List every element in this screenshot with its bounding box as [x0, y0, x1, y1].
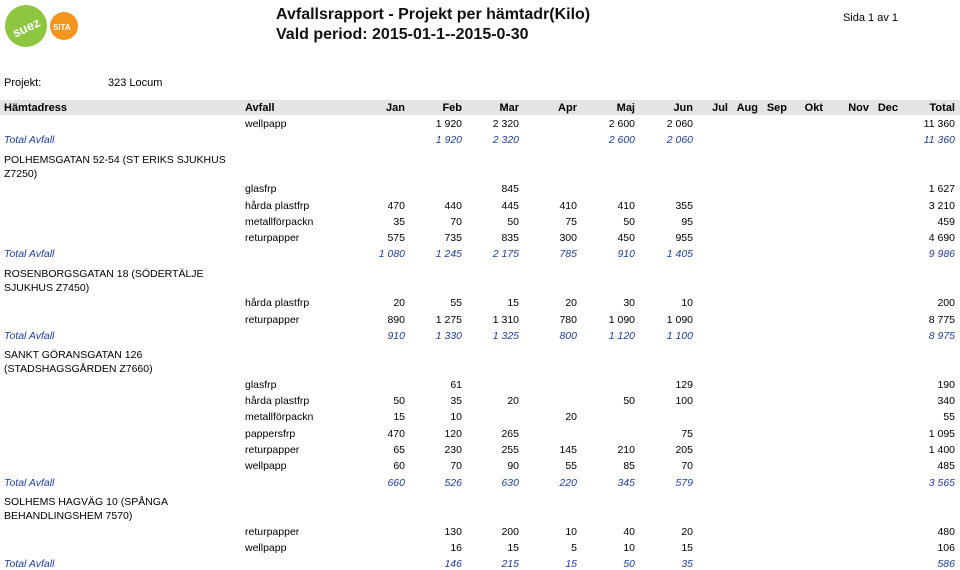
total-cell: 660	[387, 476, 405, 489]
value-cell: 75	[681, 427, 693, 440]
total-cell: 910	[617, 248, 635, 261]
total-cell: 1 245	[435, 248, 462, 261]
value-cell: 75	[565, 215, 577, 228]
value-cell: 955	[675, 232, 693, 245]
value-cell: 4 690	[928, 232, 955, 245]
total-cell: 220	[559, 476, 577, 489]
value-cell: 255	[501, 444, 519, 456]
value-cell: 1 627	[928, 183, 955, 196]
address-line: POLHEMSGATAN 52-54 (ST ERIKS SJUKHUS	[4, 153, 226, 166]
waste-type: hårda plastfrp	[245, 395, 310, 408]
address-line: (STADSHAGSGÅRDEN Z7660)	[4, 363, 153, 376]
value-cell: 470	[387, 427, 405, 440]
value-cell: 50	[507, 215, 519, 228]
value-cell: 60	[393, 460, 405, 473]
total-cell: 8 975	[928, 329, 955, 342]
value-cell: 55	[450, 297, 462, 310]
value-cell: 35	[450, 395, 462, 408]
value-cell: 470	[387, 199, 405, 212]
value-cell: 3 210	[928, 199, 955, 212]
total-cell: 800	[559, 329, 577, 342]
value-cell: 1 095	[928, 427, 955, 440]
value-cell: 15	[393, 411, 405, 424]
value-cell: 16	[450, 541, 462, 554]
total-cell: 526	[444, 476, 462, 489]
value-cell: 20	[681, 525, 693, 538]
value-cell: 100	[675, 395, 693, 408]
value-cell: 8 775	[928, 313, 955, 326]
total-cell: 1 405	[666, 248, 693, 261]
value-cell: 35	[393, 215, 405, 228]
value-cell: 355	[675, 199, 693, 212]
value-cell: 445	[501, 199, 519, 212]
total-cell: 1 120	[608, 329, 635, 342]
value-cell: 15	[507, 297, 519, 310]
value-cell: 50	[623, 215, 635, 228]
value-cell: 1 090	[666, 313, 693, 326]
value-cell: 129	[675, 378, 693, 391]
column-header-4: Mar	[499, 102, 519, 114]
value-cell: 210	[617, 444, 635, 456]
value-cell: 835	[501, 232, 519, 245]
value-cell: 410	[617, 199, 635, 212]
value-cell: 10	[623, 541, 635, 554]
value-cell: 20	[507, 395, 519, 408]
value-cell: 15	[507, 541, 519, 554]
total-cell: 1 100	[666, 329, 693, 342]
total-cell: 1 920	[435, 134, 462, 147]
column-header-10: Sep	[766, 102, 787, 114]
value-cell: 40	[623, 525, 635, 538]
total-cell: 345	[617, 476, 635, 489]
column-header-9: Aug	[736, 102, 758, 114]
total-cell: 579	[675, 476, 693, 489]
value-cell: 2 320	[492, 118, 519, 130]
project-value: 323 Locum	[108, 77, 163, 89]
value-cell: 70	[681, 460, 693, 473]
value-cell: 15	[681, 541, 693, 554]
total-cell: 785	[559, 248, 577, 261]
value-cell: 20	[393, 297, 405, 310]
value-cell: 230	[444, 444, 462, 456]
column-header-8: Jul	[712, 102, 728, 114]
column-header-11: Okt	[804, 102, 823, 114]
waste-type: metallförpackn	[245, 411, 314, 424]
value-cell: 2 600	[608, 118, 635, 130]
value-cell: 1 400	[928, 444, 955, 456]
value-cell: 95	[681, 215, 693, 228]
value-cell: 85	[623, 460, 635, 473]
total-cell: 2 060	[666, 134, 693, 147]
total-cell: 35	[681, 558, 693, 570]
column-header-14: Total	[929, 102, 955, 114]
logo-text-suez: suez	[9, 14, 43, 41]
total-cell: 910	[387, 329, 405, 342]
total-label: Total Avfall	[4, 134, 55, 147]
waste-type: metallförpackn	[245, 215, 314, 228]
project-label: Projekt:	[4, 77, 42, 89]
total-cell: 11 360	[923, 134, 955, 147]
address-line: BEHANDLINGSHEM 7570)	[4, 509, 133, 522]
value-cell: 20	[565, 297, 577, 310]
value-cell: 11 360	[923, 118, 955, 130]
total-cell: 215	[501, 558, 519, 570]
value-cell: 30	[623, 297, 635, 310]
value-cell: 190	[937, 378, 955, 391]
value-cell: 90	[507, 460, 519, 473]
page-number: Sida 1 av 1	[842, 12, 898, 24]
address-line: Z7250)	[4, 167, 38, 180]
value-cell: 845	[501, 183, 519, 196]
value-cell: 70	[450, 215, 462, 228]
value-cell: 1 310	[492, 313, 519, 326]
total-cell: 1 080	[378, 248, 405, 261]
waste-type: hårda plastfrp	[245, 297, 310, 310]
address-line: SANKT GÖRANSGATAN 126	[4, 349, 143, 362]
suez-sita-logo	[2, 2, 78, 48]
waste-type: wellpapp	[245, 541, 287, 554]
value-cell: 200	[501, 525, 519, 538]
value-cell: 480	[937, 525, 955, 538]
column-header-0: Hämtadress	[4, 102, 67, 114]
total-cell: 15	[565, 558, 577, 570]
waste-type: returpapper	[245, 525, 300, 538]
project-row	[4, 77, 162, 89]
column-header-1: Avfall	[245, 102, 275, 114]
column-header-5: Apr	[558, 102, 577, 114]
report-title-block	[276, 5, 590, 45]
address-line: SOLHEMS HAGVÄG 10 (SPÅNGA	[4, 495, 168, 508]
waste-type: wellpapp	[245, 460, 287, 473]
value-cell: 459	[937, 215, 955, 228]
value-cell: 10	[681, 297, 693, 310]
total-label: Total Avfall	[4, 248, 55, 261]
logo-text-sita: SITA	[53, 23, 71, 32]
waste-type: returpapper	[245, 232, 300, 245]
value-cell: 200	[937, 297, 955, 310]
value-cell: 10	[565, 525, 577, 538]
total-cell: 1 330	[435, 329, 462, 342]
value-cell: 450	[617, 232, 635, 245]
value-cell: 735	[444, 232, 462, 245]
waste-type: hårda plastfrp	[245, 199, 310, 212]
value-cell: 410	[559, 199, 577, 212]
value-cell: 780	[559, 313, 577, 326]
waste-type: glasfrp	[245, 378, 277, 391]
total-cell: 586	[937, 558, 955, 570]
value-cell: 70	[450, 460, 462, 473]
value-cell: 575	[387, 232, 405, 245]
total-label: Total Avfall	[4, 476, 55, 489]
value-cell: 300	[559, 232, 577, 245]
total-cell: 2 175	[492, 248, 519, 261]
column-header-12: Nov	[848, 102, 869, 114]
waste-type: pappersfrp	[245, 427, 296, 440]
total-cell: 1 325	[492, 329, 519, 342]
column-header-2: Jan	[386, 102, 405, 114]
value-cell: 130	[444, 525, 462, 538]
value-cell: 340	[937, 395, 955, 408]
total-cell: 2 320	[492, 134, 519, 147]
value-cell: 10	[450, 411, 462, 424]
value-cell: 485	[937, 460, 955, 473]
value-cell: 20	[565, 411, 577, 424]
value-cell: 50	[393, 395, 405, 408]
address-line: SJUKHUS Z7450)	[4, 281, 90, 294]
address-line: ROSENBORGSGATAN 18 (SÖDERTÄLJE	[4, 267, 204, 280]
value-cell: 265	[501, 427, 519, 440]
column-header-13: Dec	[877, 102, 898, 114]
value-cell: 1 090	[608, 313, 635, 326]
value-cell: 205	[675, 444, 693, 456]
total-label: Total Avfall	[4, 329, 55, 342]
value-cell: 1 275	[435, 313, 462, 326]
column-header-3: Feb	[442, 102, 462, 114]
total-label: Total Avfall	[4, 558, 55, 570]
total-cell: 9 986	[928, 248, 955, 261]
waste-type: glasfrp	[245, 183, 277, 196]
column-header-6: Maj	[616, 102, 635, 114]
value-cell: 440	[444, 199, 462, 212]
value-cell: 1 920	[435, 118, 462, 130]
value-cell: 50	[623, 395, 635, 408]
value-cell: 61	[450, 378, 462, 391]
value-cell: 145	[559, 444, 577, 456]
waste-type: returpapper	[245, 444, 300, 456]
waste-type: returpapper	[245, 313, 300, 326]
table-header	[0, 100, 960, 115]
total-cell: 50	[623, 558, 635, 570]
total-cell: 2 600	[608, 134, 635, 147]
value-cell: 2 060	[666, 118, 693, 130]
total-cell: 146	[444, 558, 462, 570]
value-cell: 55	[565, 460, 577, 473]
waste-type: wellpapp	[245, 118, 287, 130]
report-period: Vald period: 2015-01-1--2015-0-30	[276, 26, 529, 43]
total-cell: 630	[501, 476, 519, 489]
value-cell: 106	[937, 541, 955, 554]
total-cell: 3 565	[928, 476, 955, 489]
value-cell: 120	[444, 427, 462, 440]
value-cell: 65	[393, 444, 405, 456]
column-header-7: Jun	[673, 102, 693, 114]
report-title: Avfallsrapport - Projekt per hämtadr(Kilo)	[276, 6, 591, 23]
value-cell: 55	[943, 411, 955, 424]
value-cell: 890	[387, 313, 405, 326]
value-cell: 5	[571, 541, 577, 554]
